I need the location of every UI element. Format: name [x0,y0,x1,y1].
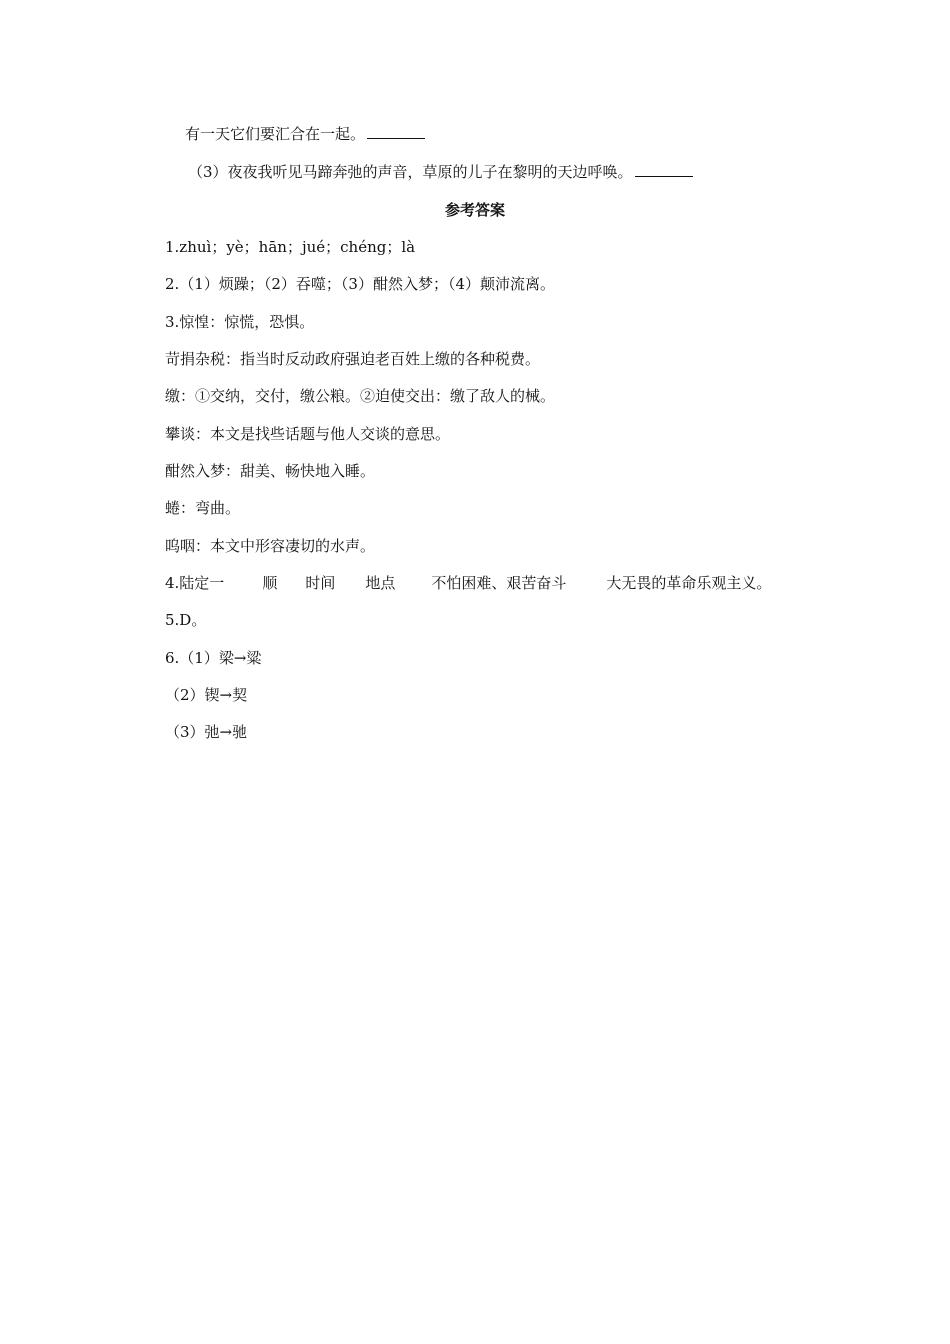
question-line-1-text: 有一天它们要汇合在一起。 [185,125,366,143]
answer-4-part-5: 不怕困难、艰苦奋斗 [431,574,567,592]
answers-title: 参考答案 [444,201,505,219]
question-line-2-text: （3）夜夜我听见马蹄奔弛的声音，草原的儿子在黎明的天边呼唤。 [188,163,633,181]
answer-6-item-3: （3）弛→驰 [165,723,248,741]
question-line-1 [185,124,425,144]
answer-3-item-3: 攀谈：本文是找些话题与他人交谈的意思。 [165,425,451,443]
answer-3: 3.惊惶：惊慌，恐惧。 [165,313,315,331]
answer-1: 1.zhuì；yè；hān；jué；chéng；là [165,238,416,256]
answer-3-item-4: 酣然入梦：甜美、畅快地入睡。 [165,462,376,480]
answer-4-part-6: 大无畏的革命乐观主义。 [606,574,772,592]
answer-5: 5.D。 [165,611,207,629]
answer-4-part-4: 地点 [365,574,396,592]
answer-3-item-5: 蜷：弯曲。 [165,499,241,517]
answer-4 [165,573,771,593]
answer-blank-2 [635,162,693,177]
question-line-2 [188,162,693,182]
answer-4-part-2: 顺 [262,574,278,592]
answer-3-item-6: 呜咽：本文中形容凄切的水声。 [165,537,376,555]
answer-3-item-1: 苛捐杂税：指当时反动政府强迫老百姓上缴的各种税费。 [165,350,541,368]
answer-2: 2.（1）烦躁；（2）吞噬；（3）酣然入梦；（4）颠沛流离。 [165,275,555,293]
answer-6-item-2: （2）锲→契 [165,686,248,704]
answer-4-part-1: 4.陆定一 [165,574,225,592]
answer-6: 6.（1）梁→粱 [165,649,262,667]
answer-4-part-3: 时间 [305,574,336,592]
answer-blank-1 [367,124,425,139]
answer-3-item-2: 缴：①交纳，交付，缴公粮。②迫使交出：缴了敌人的械。 [165,387,556,405]
